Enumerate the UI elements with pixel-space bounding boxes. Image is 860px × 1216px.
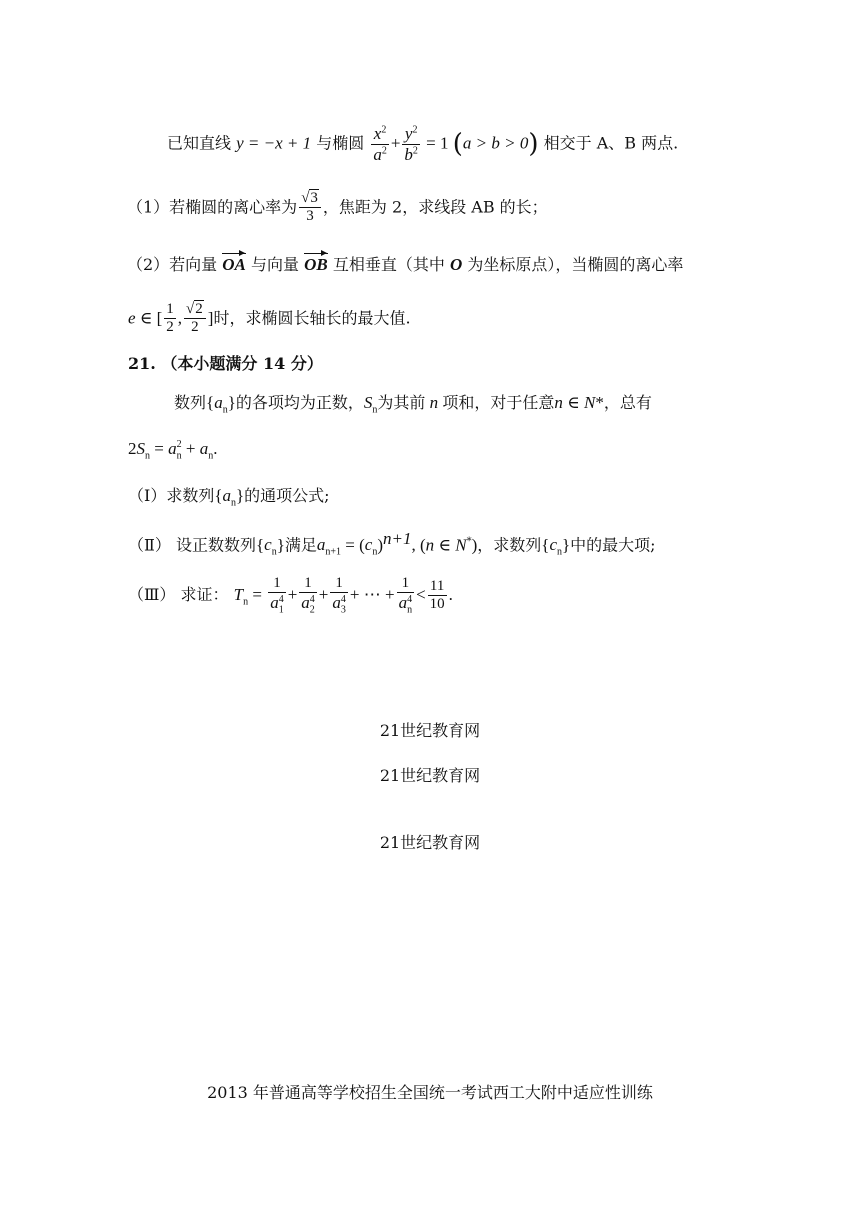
intro-text: 项和，对于任意: [442, 393, 555, 412]
part2-text: （Ⅱ） 设正数数列: [128, 535, 256, 555]
footer-text: 2013 年普通高等学校招生全国统一考试西工大附中适应性训练: [207, 1083, 653, 1102]
watermark-text: 21世纪教育网: [379, 766, 481, 785]
problem21-part3: （Ⅲ） 求证： $T_n$ = $\frac{1}{a_1^4}$ + $\frac{1}{a_2^4}$ + $\frac{1}{a_3^4}$ + ⋯ + $\frac{1}{a_n^4}$ < $\frac{11}{10}$ .: [128, 575, 453, 616]
origin-symbol: O: [449, 255, 463, 274]
intro-text: 已知直线: [167, 133, 232, 153]
intro-text: 的各项均为正数，: [235, 393, 364, 412]
problem20-part2: [127, 256, 683, 273]
problem21-part1: （Ⅰ）求数列$\{a_n\}$的通项公式;: [128, 486, 330, 509]
ellipse-y-fraction: $\frac{y^2}{b^2}$: [404, 124, 418, 164]
range-lower-fraction: $\frac{1}{2}$: [166, 301, 174, 336]
eccentricity-fraction: $\frac{√3}{3}$: [299, 190, 321, 226]
problem21-equation: $2S_n = a_n^2 + a_n$.: [128, 439, 218, 462]
ellipse-condition: a > b > 0: [462, 133, 529, 153]
part2-text: ，求数列: [477, 535, 542, 555]
ellipse-x-fraction: $\frac{x^2}{a^2}$: [373, 124, 387, 164]
part2-text: 中的最大项;: [570, 535, 656, 555]
part2-text: 满足: [284, 535, 317, 555]
vector-oa: OA: [222, 255, 246, 274]
watermark-text: 21世纪教育网: [379, 721, 481, 740]
intro-text: 相交于 A、B 两点.: [543, 133, 679, 153]
part3-text: （Ⅲ） 求证：: [128, 585, 229, 605]
range-upper-fraction: $\frac{√2}{2}$: [184, 301, 206, 337]
part2-text: 为坐标原点），当椭圆的离心率: [467, 255, 684, 274]
problem21-intro: 数列$\{a_n\}$的各项均为正数，$S_n$为其前 n 项和，对于任意n ∈ N*，总有: [174, 393, 652, 416]
bound-fraction: $\frac{11}{10}$: [429, 577, 445, 613]
part2-text: 时，求椭圆长轴长的最大值.: [213, 308, 411, 328]
problem20-part2-cont: e ∈ [ $\frac{1}{2}$ , $\frac{√2}{2}$ ]时，求椭圆长轴长的最大值.: [128, 301, 411, 336]
watermark-text: 21世纪教育网: [379, 833, 481, 852]
part1-text: （1）若椭圆的离心率为: [127, 197, 298, 217]
problem21-part2: （Ⅱ） 设正数数列$\{c_n\}$满足$a_{n+1} = (c_n)^{n+1}$, (n ∈ N*)，求数列$\{c_n\}$中的最大项;: [128, 529, 656, 558]
part1-text: ，焦距为 2，求线段 AB 的长；: [322, 197, 548, 217]
problem20-part1: [127, 190, 548, 226]
intro-text: 数列: [174, 393, 207, 412]
intro-text: 与椭圆: [316, 133, 365, 153]
problem20-intro: 已知直线 y = −x + 1 与椭圆 $\frac{x^2}{a^2}$ + $\frac{y^2}{b^2}$ = 1 (a > b > 0) 相交于 A、B 两点.: [167, 124, 679, 164]
part2-text: 与向量: [251, 255, 300, 274]
problem21-heading: 21. （本小题满分 14 分）: [128, 354, 323, 373]
intro-text: ，总有: [603, 393, 652, 412]
part2-text: 互相垂直（其中: [332, 255, 445, 274]
vector-ob: OB: [304, 255, 328, 274]
intro-text: 为其前: [377, 393, 426, 412]
part1-text: （Ⅰ）求数列: [128, 486, 215, 505]
part2-text: （2）若向量: [127, 255, 218, 274]
line-equation: y = −x + 1: [236, 133, 312, 153]
part1-text: 的通项公式;: [244, 486, 330, 505]
